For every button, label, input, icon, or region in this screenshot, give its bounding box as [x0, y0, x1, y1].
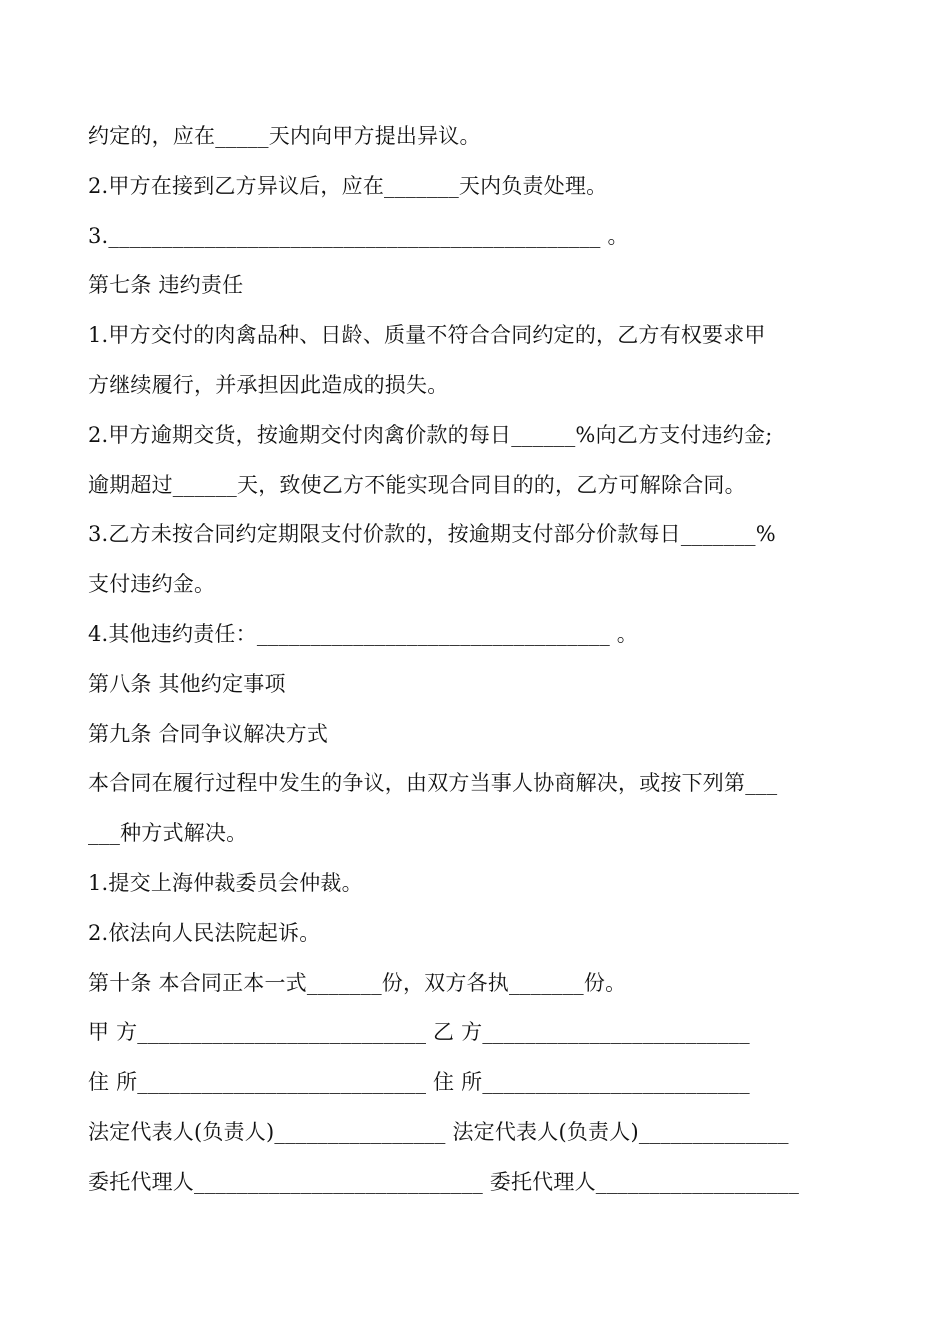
text-line: ___种方式解决。 — [88, 821, 248, 846]
section-heading: 第七条 违约责任 — [88, 273, 244, 298]
text-line: 3.乙方未按合同约定期限支付价款的，按逾期支付部分价款每日_______% — [88, 522, 776, 547]
section-heading: 第十条 本合同正本一式_______份，双方各执_______份。 — [88, 970, 627, 995]
text-line: 方继续履行，并承担因此造成的损失。 — [88, 372, 449, 397]
signature-line: 法定代表人(负责人)________________ 法定代表人(负责人)______________ — [88, 1119, 789, 1144]
text-line: 支付违约金。 — [88, 572, 216, 597]
text-line: 2.依法向人民法院起诉。 — [88, 920, 321, 945]
text-line: 1.甲方交付的肉禽品种、日龄、质量不符合合同约定的，乙方有权要求甲 — [88, 323, 766, 348]
text-line: 本合同在履行过程中发生的争议，由双方当事人协商解决，或按下列第___ — [88, 771, 778, 796]
signature-line: 住 所___________________________ 住 所_________________________ — [88, 1070, 750, 1095]
contract-text — [88, 112, 878, 1208]
section-heading: 第八条 其他约定事项 — [88, 671, 286, 696]
signature-line: 委托代理人___________________________ 委托代理人___________________ — [88, 1169, 800, 1194]
text-line: 2.甲方逾期交货，按逾期交付肉禽价款的每日______%向乙方支付违约金; — [88, 422, 773, 447]
section-heading: 第九条 合同争议解决方式 — [88, 721, 329, 746]
text-line: 逾期超过______天，致使乙方不能实现合同目的的，乙方可解除合同。 — [88, 472, 746, 497]
text-line: 2.甲方在接到乙方异议后，应在_______天内负责处理。 — [88, 173, 608, 198]
text-line: 约定的，应在_____天内向甲方提出异议。 — [88, 124, 481, 148]
text-line: 4.其他违约责任：_________________________________ 。 — [88, 621, 639, 646]
text-line: 1.提交上海仲裁委员会仲裁。 — [88, 870, 363, 895]
signature-line: 甲 方___________________________ 乙 方_________________________ — [88, 1020, 750, 1045]
text-line: 3.______________________________________________ 。 — [88, 223, 629, 248]
